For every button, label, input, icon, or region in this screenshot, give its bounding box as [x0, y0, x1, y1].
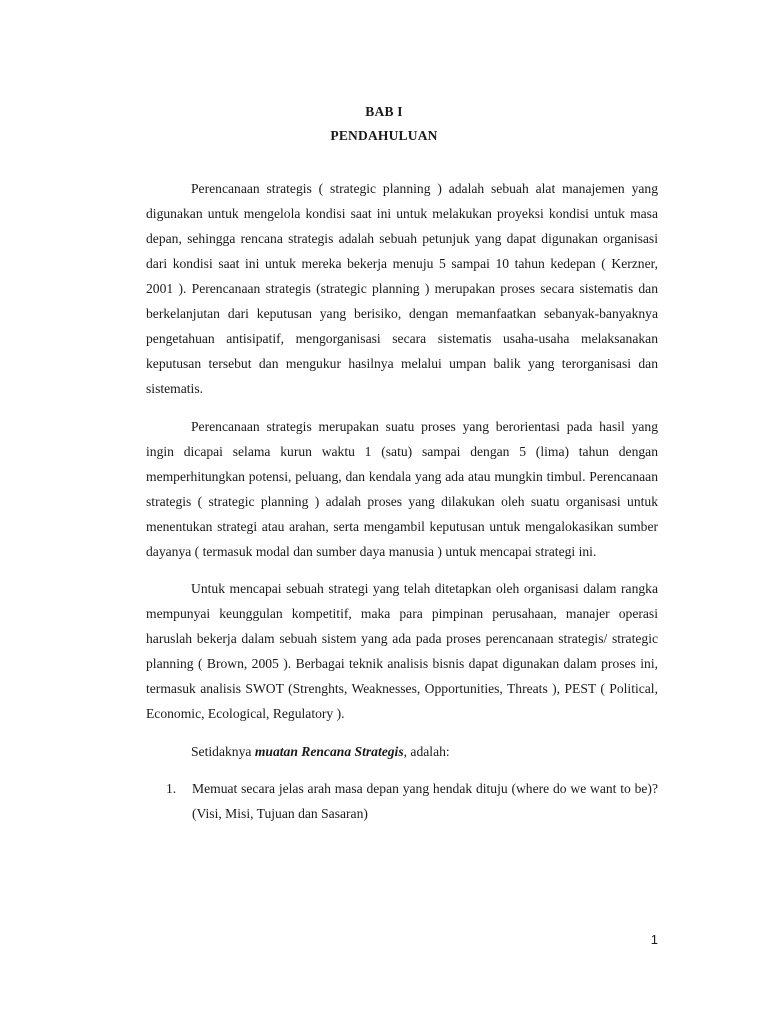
list-item-number: 1.	[166, 781, 177, 796]
list-intro-after: , adalah:	[403, 743, 450, 759]
chapter-heading: BAB I	[365, 104, 403, 119]
list-intro	[146, 739, 658, 764]
chapter-title: PENDAHULUAN	[330, 128, 438, 143]
list-intro-emphasis: muatan Rencana Strategis	[254, 743, 404, 759]
body-text	[146, 176, 658, 826]
paragraph-1: Perencanaan strategis ( strategic planning ) adalah sebuah alat manajemen yang digunakan untuk mengelola kondisi saat ini untuk melakukan proyeksi kondisi untuk masa depan, sehingga rencana strategis adalah sebuah petunjuk yang dapat digunakan organisasi dari kondisi saat ini untuk mereka bekerja menuju 5 sampai 10 tahun kedepan ( Kerzner, 2001 ). Perencanaan strategis (strategic planning ) merupakan proses secara sistematis dan berkelanjutan dari keputusan yang berisiko, dengan memanfaatkan sebanyak-banyaknya pengetahuan antisipatif, mengorganisasi secara sistematis usaha-usaha melaksanakan keputusan tersebut dan mengukur hasilnya melalui umpan balik yang terorganisasi dan sistematis.	[146, 181, 658, 396]
paragraph-2: Perencanaan strategis merupakan suatu proses yang berorientasi pada hasil yang ingin dicapai selama kurun waktu 1 (satu) sampai dengan 5 (lima) tahun dengan memperhitungkan potensi, peluang, dan kendala yang ada atau mungkin timbul. Perencanaan strategis ( strategic planning ) adalah proses yang dilakukan oleh suatu organisasi untuk menentukan strategi atau arahan, serta mengambil keputusan untuk mengalokasikan sumber dayanya ( termasuk modal dan sumber daya manusia ) untuk mencapai strategi ini.	[146, 418, 658, 559]
paragraph-3: Untuk mencapai sebuah strategi yang telah ditetapkan oleh organisasi dalam rangka mempunyai keunggulan kompetitif, maka para pimpinan perusahaan, manajer operasi haruslah bekerja dalam sebuah sistem yang ada pada proses perencanaan strategis/ strategic planning ( Brown, 2005 ). Berbagai teknik analisis bisnis dapat digunakan dalam proses ini, termasuk analisis SWOT (Strenghts, Weaknesses, Opportunities, Threats ), PEST ( Political, Economic, Ecological, Regulatory ).	[146, 581, 658, 721]
list-item	[146, 776, 658, 826]
strategic-plan-list	[146, 776, 658, 826]
page-number: 1	[650, 932, 658, 947]
list-item-text: Memuat secara jelas arah masa depan yang hendak dituju (where do we want to be)? (Visi, Misi, Tujuan dan Sasaran)	[192, 781, 658, 821]
list-intro-before: Setidaknya	[191, 743, 255, 759]
